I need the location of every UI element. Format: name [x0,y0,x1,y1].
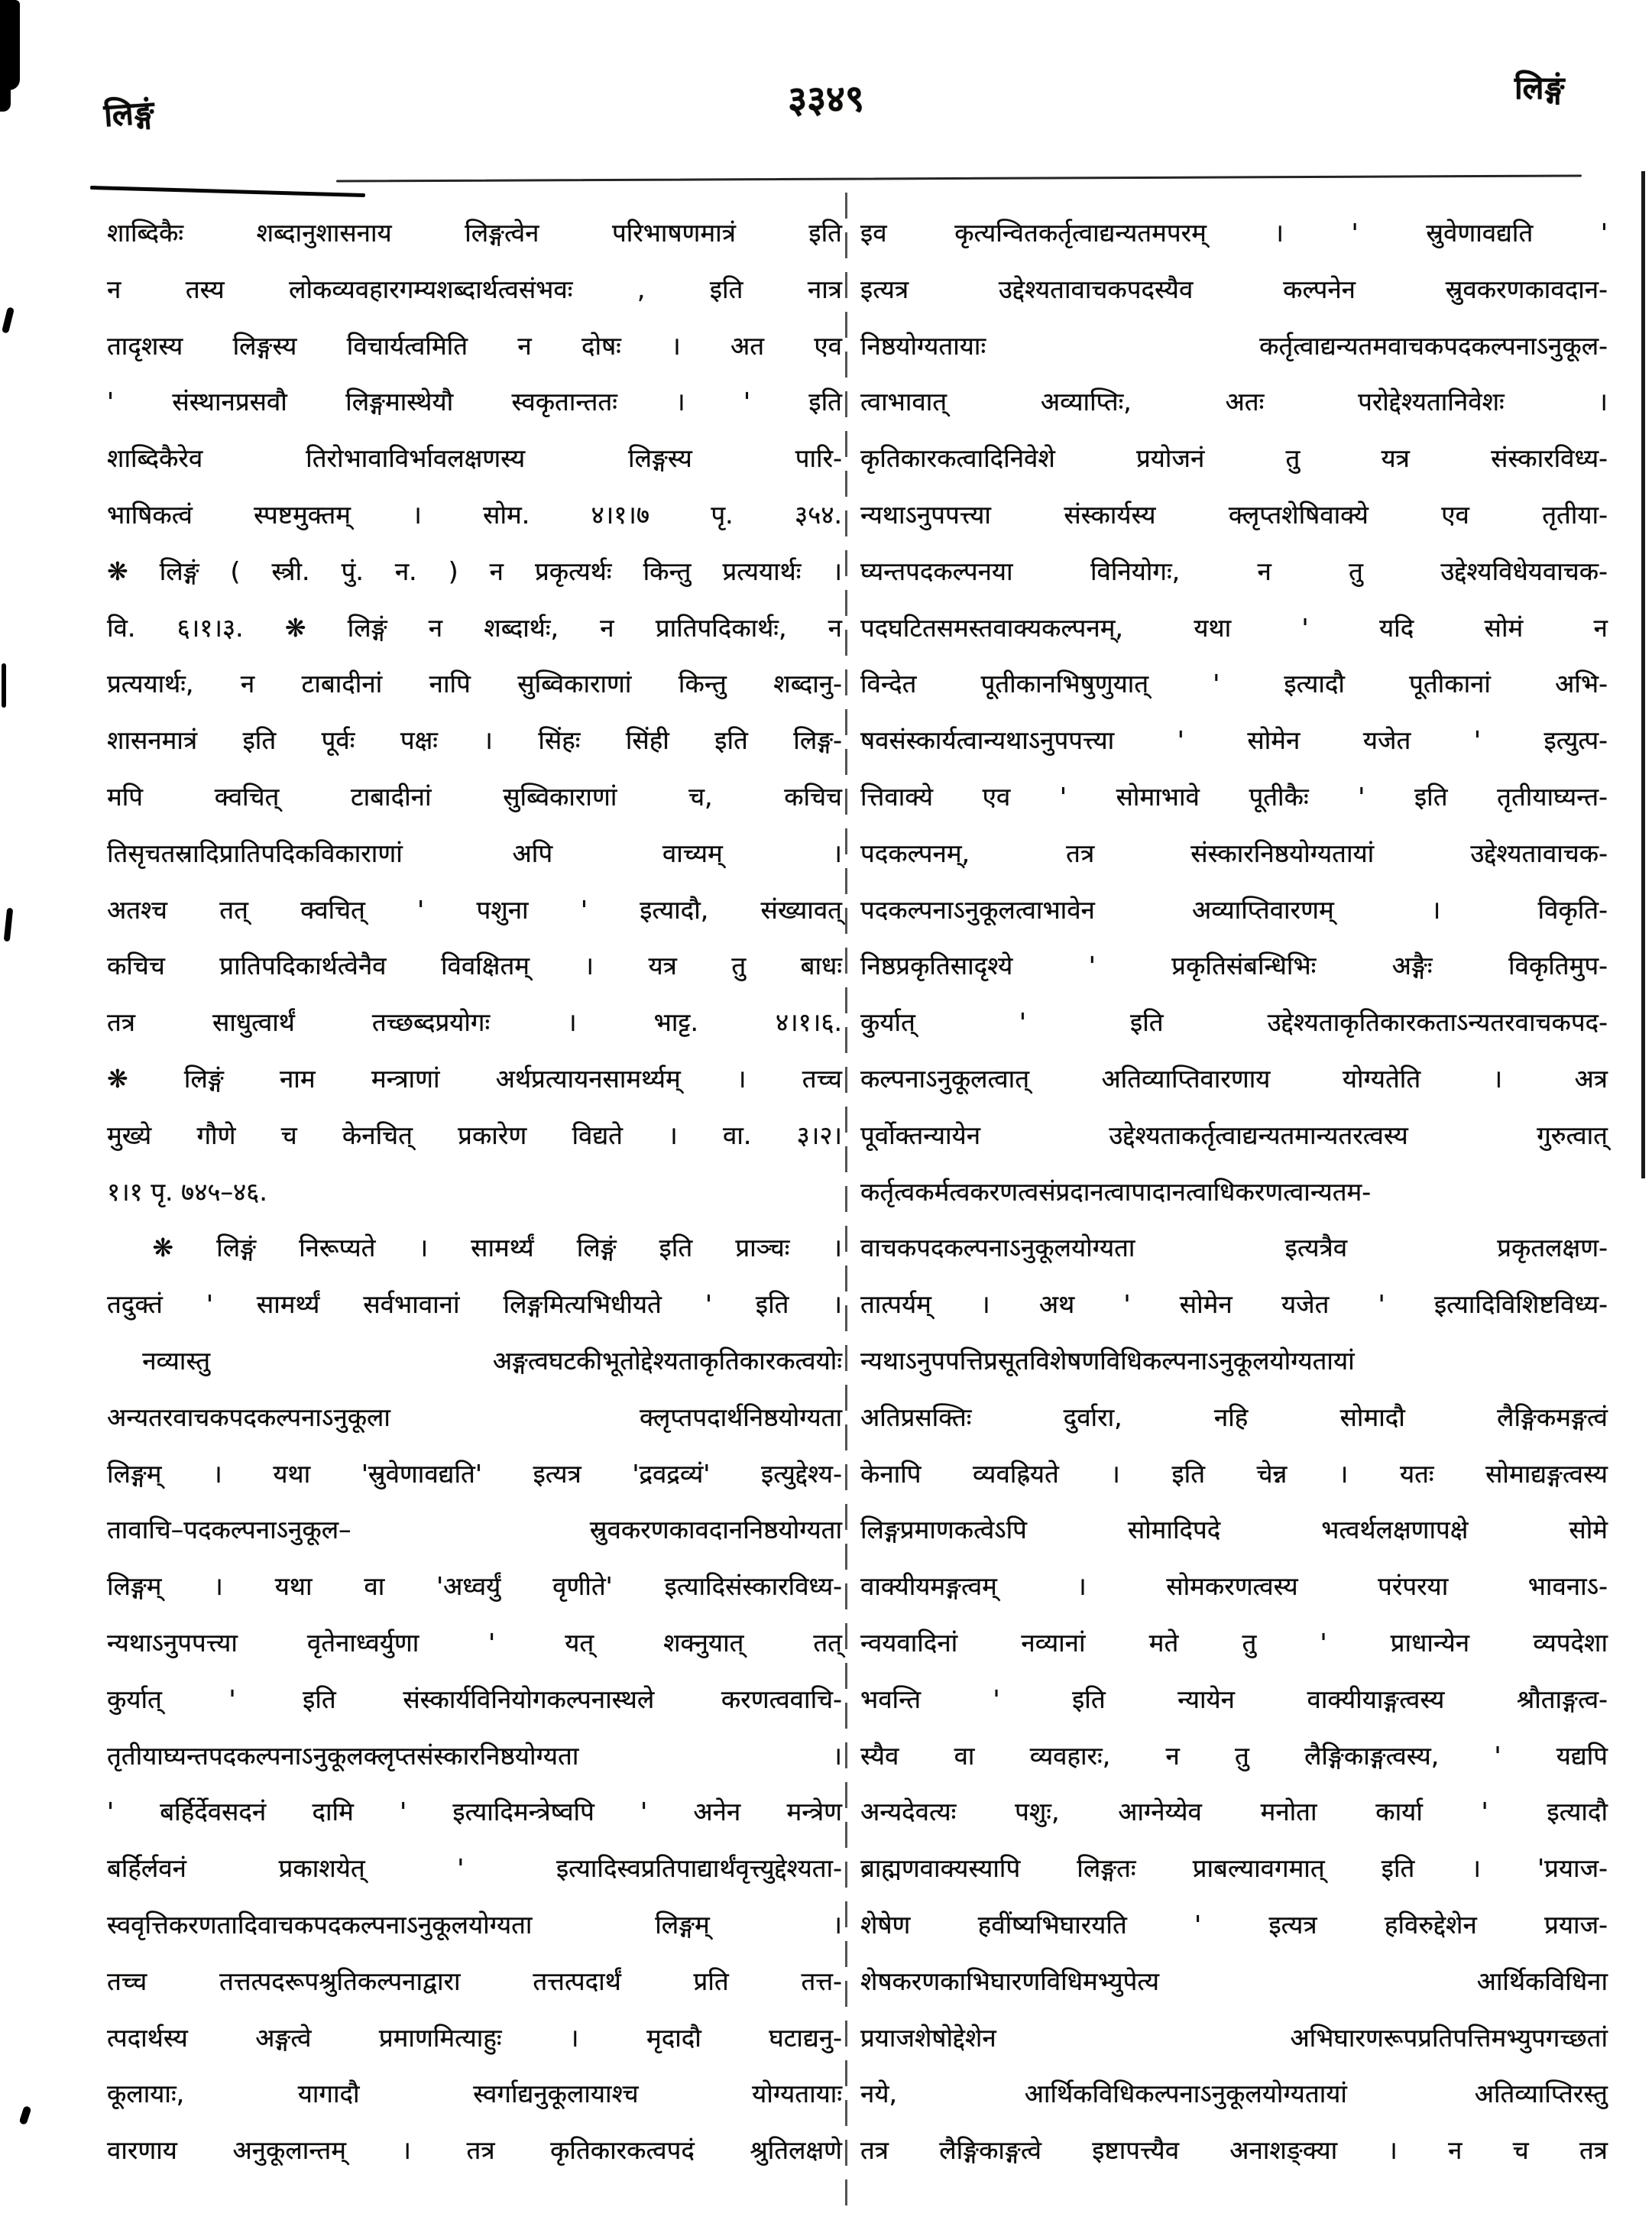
left-column [107,205,842,2179]
text-line: कचिच प्रातिपदिकार्थत्वेनैव विवक्षितम् । यत्र तु बाधः [107,951,842,981]
text-line: पदकल्पनम्, तत्र संस्कारनिष्ठयोग्यतायां उद्देश्यतावाचक- [860,838,1608,868]
text-line: प्रत्ययार्थः, न टाबादीनां नापि सुब्विकाराणां किन्तु शब्दानु- [107,669,842,699]
text-line: नव्यास्तु अङ्गत्वघटकीभूतोद्देश्यताकृतिकारकत्वयोः [142,1345,842,1376]
text-line: अतश्च तत् क्वचित् ' पशुना ' इत्यादौ, संख्यावत् [107,894,842,925]
text-line: शाब्दिकैः शब्दानुशासनाय लिङ्गत्वेन परिभाषणमात्रं इति [107,218,842,248]
text-line: तिसृचतस्रादिप्रातिपदिकविकाराणां अपि वाच्यम् । [107,838,842,868]
scan-artifact-margin-tick-1 [2,306,15,333]
text-line: वारणाय अनुकूलान्तम् । तत्र कृतिकारकत्वपदं श्रुतिलक्षणे [107,2135,842,2166]
text-line: केनापि व्यवह्रियते । इति चेन्न । यतः सोमाद्यङ्गत्वस्य [860,1458,1608,1489]
scan-artifact-margin-tick-2 [2,663,6,708]
text-line: घ्यन्तपदकल्पनया विनियोगः, न तु उद्देश्यविधेयवाचक- [860,556,1608,586]
text-line: तात्पर्यम् । अथ ' सोमेन यजेत ' इत्यादिविशिष्टविध्य- [860,1289,1608,1320]
text-line: स्ववृत्तिकरणतादिवाचकपदकल्पनाऽनुकूलयोग्यता लिङ्गम् । [107,1909,842,1940]
text-line: इव कृत्यन्वितकर्तृत्वाद्यन्यतमपरम् । ' स्रुवेणावद्यति ' [860,218,1608,248]
text-line: त्तिवाक्ये एव ' सोमाभावे पूतीकैः ' इति तृतीयाघ्यन्त- [860,781,1608,812]
text-line: पूर्वोक्तन्यायेन उद्देश्यताकर्तृत्वाद्यन्यतमान्यतरत्वस्य गुरुत्वात् [860,1120,1608,1150]
scan-artifact-margin-speck [19,2105,32,2125]
text-line: अतिप्रसक्तिः दुर्वारा, नहि सोमादौ लैङ्गिकमङ्गत्वं [860,1402,1608,1432]
header-rule [336,174,1582,182]
column-divider-rule [845,193,847,2210]
page-number: ३३४९ [787,77,865,122]
text-line: वाक्यीयमङ्गत्वम् । सोमकरणत्वस्य परंपरया भावनाऽ- [860,1571,1608,1602]
text-line: ' संस्थानप्रसवौ लिङ्गमास्थेयौ स्वकृतान्ततः । ' इति [107,387,842,417]
text-line: कुर्यात् ' इति संस्कार्यविनियोगकल्पनास्थले करणत्ववाचि- [107,1684,842,1714]
text-line: मुख्ये गौणे च केनचित् प्रकारेण विद्यते । वा. ३।२। [107,1120,842,1150]
text-line: मपि क्वचित् टाबादीनां सुब्विकाराणां च, कचिच [107,781,842,812]
text-line: तावाचि–पदकल्पनाऽनुकूल– स्रुवकरणकावदाननिष्ठयोग्यता [107,1515,842,1545]
text-line: भाषिकत्वं स्पष्टमुक्तम् । सोम. ४।१।७ पृ. ३५४. [107,499,842,530]
text-line: वाचकपदकल्पनाऽनुकूलयोग्यता इत्यत्रैव प्रकृतलक्षण- [860,1233,1608,1263]
text-line: पदकल्पनाऽनुकूलत्वाभावेन अव्याप्तिवारणम् । विकृति- [860,894,1608,925]
text-line: लिङ्गम् । यथा 'स्रुवेणावद्यति' इत्यत्र 'द्रवद्रव्यं' इत्युद्देश्य- [107,1458,842,1489]
text-line: न तस्य लोकव्यवहारगम्यशब्दार्थत्वसंभवः , इति नात्र [107,274,842,304]
scan-artifact-top-left-blob-2 [0,79,11,112]
text-line: शेषकरणकाभिघारणविधिमभ्युपेत्य आर्थिकविधिना [860,1966,1608,1996]
text-line: कुर्यात् ' इति उद्देश्यताकृतिकारकताऽन्यतरवाचकपद- [860,1007,1608,1038]
text-line: तत्र साधुत्वार्थं तच्छब्दप्रयोगः । भाट्ट. ४।१।६. [107,1007,842,1038]
text-line: बर्हिर्लवनं प्रकाशयेत् ' इत्यादिस्वप्रतिपाद्यार्थंवृत्त्युद्देश्यता- [107,1853,842,1884]
text-line: तृतीयाघ्यन्तपदकल्पनाऽनुकूलक्लृप्तसंस्कारनिष्ठयोग्यता । [107,1740,842,1771]
text-line: १।१ पृ. ७४५–४६. [107,1176,267,1207]
text-line: भवन्ति ' इति न्यायेन वाक्यीयाङ्गत्वस्य श्रौताङ्गत्व- [860,1684,1608,1714]
text-line: लिङ्गम् । यथा वा 'अध्वर्युं वृणीते' इत्यादिसंस्कारविध्य- [107,1571,842,1602]
text-line: इत्यत्र उद्देश्यतावाचकपदस्यैव कल्पनेन स्रुवकरणकावदान- [860,274,1608,304]
text-line: कल्पनाऽनुकूलत्वात् अतिव्याप्तिवारणाय योग्यतेति । अत्र [860,1063,1608,1094]
text-line: लिङ्गप्रमाणकत्वेऽपि सोमादिपदे भत्वर्थलक्षणापक्षे सोमे [860,1515,1608,1545]
header-rule-left-segment [90,186,365,197]
text-line: स्यैव वा व्यवहारः, न तु लैङ्गिकाङ्गत्वस्य, ' यद्यपि [860,1740,1608,1771]
text-line: प्रयाजशेषोद्देशेन अभिघारणरूपप्रतिपत्तिमभ्युपगच्छतां [860,2022,1608,2053]
text-line: न्यथाऽनुपपत्त्या वृतेनाध्वर्युणा ' यत् शक्नुयात् तत् [107,1627,842,1658]
scan-artifact-margin-tick-3 [4,908,14,942]
text-line: वि. ६।१।३. ❋ लिङ्गं न शब्दार्थः, न प्रातिपदिकार्थः, न [107,612,842,643]
scan-artifact-right-edge-line [1641,171,1645,1178]
text-line: न्वयवादिनां नव्यानां मते तु ' प्राधान्येन व्यपदेशा [860,1627,1608,1658]
text-line: त्पदार्थस्य अङ्गत्वे प्रमाणमित्याहुः । मृदादौ घटाद्यनु- [107,2022,842,2053]
text-line: ❋ लिङ्गं नाम मन्त्राणां अर्थप्रत्यायनसामर्थ्यम् । तच्च [107,1063,842,1094]
text-line: तादृशस्य लिङ्गस्य विचार्यत्वमिति न दोषः । अत एव [107,330,842,361]
text-line: न्यथाऽनुपपत्त्या संस्कार्यस्य क्लृप्तशेषिवाक्ये एव तृतीया- [860,499,1608,530]
text-line: कर्तृत्वकर्मत्वकरणत्वसंप्रदानत्वापादानत्वाधिकरणत्वान्यतम- [860,1176,1372,1207]
text-line: कृतिकारकत्वादिनिवेशे प्रयोजनं तु यत्र संस्कारविध्य- [860,443,1608,474]
text-line: शासनमात्रं इति पूर्वः पक्षः । सिंहः सिंही इति लिङ्ग- [107,725,842,756]
text-line: शाब्दिकैरेव तिरोभावाविर्भावलक्षणस्य लिङ्गस्य पारि- [107,443,842,474]
text-line: तच्च तत्तत्पदरूपश्रुतिकल्पनाद्वारा तत्तत्पदार्थं प्रति तत्त- [107,1966,842,1996]
text-line: ❋ लिङ्गं ( स्त्री. पुं. न. ) न प्रकृत्यर्थः किन्तु प्रत्ययार्थः । [107,556,842,586]
header-keyword-left: लिङ्गं [102,93,157,134]
text-line: कूलायाः, यागादौ स्वर्गाद्यनुकूलायाश्च योग्यतायाः [107,2079,842,2109]
text-line: पदघटितसमस्तवाक्यकल्पनम्, यथा ' यदि सोमं न [860,612,1608,643]
header-keyword-right: लिङ्गं [1514,70,1566,106]
text-line: तत्र लैङ्गिकाङ्गत्वे इष्टापत्त्यैव अनाशङ्क्या । न च तत्र [860,2135,1608,2166]
text-line: ' बर्हिर्देवसदनं दामि ' इत्यादिमन्त्रेष्वपि ' अनेन मन्त्रेण [107,1797,842,1827]
text-line: त्वाभावात् अव्याप्तिः, अतः परोद्देश्यतानिवेशः । [860,387,1608,417]
text-line: ❋ लिङ्गं निरूप्यते । सामर्थ्यं लिङ्गं इति प्राञ्चः । [152,1233,842,1263]
text-line: अन्यतरवाचकपदकल्पनाऽनुकूला क्लृप्तपदार्थनिष्ठयोग्यता [107,1402,842,1432]
scan-artifact-top-left-blob [0,0,20,90]
text-line: नये, आर्थिकविधिकल्पनाऽनुकूलयोग्यतायां अतिव्याप्तिरस्तु [860,2079,1608,2109]
text-line: निष्ठयोग्यतायाः कर्तृत्वाद्यन्यतमवाचकपदकल्पनाऽनुकूल- [860,330,1608,361]
text-line: शेषेण हवींष्यभिघारयति ' इत्यत्र हविरुद्देशेन प्रयाज- [860,1909,1608,1940]
text-line: ब्राह्मणवाक्यस्यापि लिङ्गतः प्राबल्यावगमात् इति । 'प्रयाज- [860,1853,1608,1884]
text-line: षवसंस्कार्यत्वान्यथाऽनुपपत्त्या ' सोमेन यजेत ' इत्युत्प- [860,725,1608,756]
text-line: तदुक्तं ' सामर्थ्यं सर्वभावानां लिङ्गमित्यभिधीयते ' इति । [107,1289,842,1320]
text-line: निष्ठप्रकृतिसादृश्ये ' प्रकृतिसंबन्धिभिः अङ्गैः विकृतिमुप- [860,951,1608,981]
text-line: न्यथाऽनुपपत्तिप्रसूतविशेषणविधिकल्पनाऽनुकूलयोग्यतायां [860,1345,1355,1376]
text-line: अन्यदेवत्यः पशुः, आग्नेय्येव मनोता कार्या ' इत्यादौ [860,1797,1608,1827]
right-column [860,205,1608,2179]
text-line: विन्देत पूतीकानभिषुणुयात् ' इत्यादौ पूतीकानां अभि- [860,669,1608,699]
